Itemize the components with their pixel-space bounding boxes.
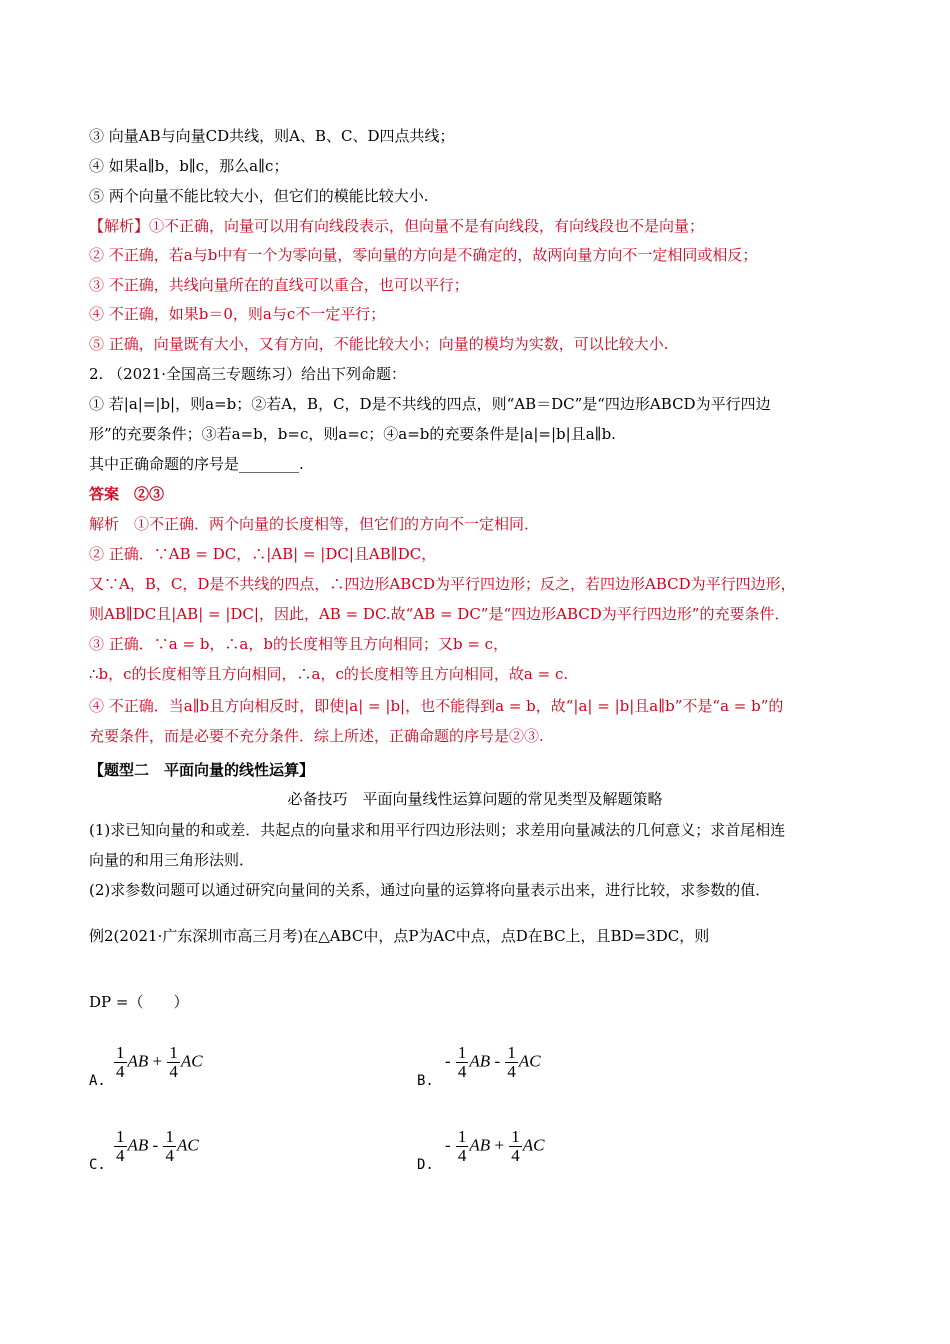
analysis-1: 【解析】①不正确，向量可以用有向线段表示，但向量不是有向线段，有向线段也不是向量；: [89, 217, 705, 235]
solution-6: ∴b，c的长度相等且方向相同，∴a，c的长度相等且方向相同，故a = c.: [89, 665, 569, 683]
option-c-expression: $\frac{1}{4}$ AB - $\frac{1}{4}$ AC: [116, 1127, 199, 1165]
solution-1: 解析 ①不正确．两个向量的长度相等，但它们的方向不一定相同．: [89, 515, 540, 533]
question-2-line1: ① 若|a|=|b|，则a=b；②若A，B，C，D是不共线的四点，则“AB＝DC”是“四边形ABCD为平行四边: [89, 395, 771, 413]
tip-1: (1)求已知向量的和或差．共起点的向量求和用平行四边形法则；求差用向量减法的几何意义；求首尾相连: [89, 821, 786, 839]
question-2-blank: 其中正确命题的序号是________.: [89, 455, 304, 473]
solution-2: ② 正确．∵AB = DC，∴|AB| = |DC|且AB∥DC，: [89, 545, 437, 563]
tip-1-cont: 向量的和用三角形法则．: [89, 851, 255, 869]
option-c-label: C.: [89, 1157, 106, 1173]
option-b-expression: - $\frac{1}{4}$ AB - $\frac{1}{4}$ AC: [445, 1043, 541, 1081]
analysis-3: ③ 不正确，共线向量所在的直线可以重合，也可以平行；: [89, 276, 469, 294]
tip-2: (2)求参数问题可以通过研究向量间的关系，通过向量的运算将向量表示出来，进行比较，求参数的值．: [89, 881, 771, 899]
solution-8: 充要条件，而是必要不充分条件．综上所述，正确命题的序号是②③.: [89, 727, 544, 745]
analysis-5: ⑤ 正确，向量既有大小，又有方向，不能比较大小；向量的模均为实数，可以比较大小.: [89, 335, 669, 353]
option-b-label: B.: [417, 1073, 434, 1089]
option-a-label: A.: [89, 1073, 106, 1089]
analysis-4: ④ 不正确，如果b＝0，则a与c不一定平行；: [89, 305, 386, 323]
question-2-line2: 形”的充要条件；③若a=b，b=c，则a=c；④a=b的充要条件是|a|=|b|且a∥b.: [89, 425, 616, 443]
section-heading: 【题型二 平面向量的线性运算】: [89, 761, 315, 779]
question-2-title: 2. （2021·全国高三专题练习）给出下列命题：: [89, 365, 407, 383]
statement-5: ⑤ 两个向量不能比较大小，但它们的模能比较大小.: [89, 187, 429, 205]
answer: 答案 ②③: [89, 485, 165, 503]
statement-3: ③ 向量AB与向量CD共线，则A、B、C、D四点共线；: [89, 127, 455, 145]
solution-7: ④ 不正确．当a∥b且方向相反时，即使|a| = |b|，也不能得到a = b，故“|a| = |b|且a∥b”不是“a = b”的: [89, 697, 784, 715]
example-2: 例2(2021·广东深圳市高三月考)在△ABC中，点P为AC中点，点D在BC上，且BD=3DC，则: [89, 927, 710, 945]
option-d-expression: - $\frac{1}{4}$ AB + $\frac{1}{4}$ AC: [445, 1127, 545, 1165]
option-d-label: D.: [417, 1157, 434, 1173]
solution-5: ③ 正确．∵a = b，∴a，b的长度相等且方向相同；又b = c，: [89, 635, 509, 653]
solution-4: 则AB∥DC且|AB| = |DC|，因此，AB = DC.故“AB = DC”是“四边形ABCD为平行四边形”的充要条件．: [89, 605, 790, 623]
example-2-question: DP =（ ）: [89, 993, 189, 1011]
option-a-expression: $\frac{1}{4}$ AB + $\frac{1}{4}$ AC: [116, 1043, 203, 1081]
statement-4: ④ 如果a∥b，b∥c，那么a∥c；: [89, 157, 289, 175]
tips-title: 必备技巧 平面向量线性运算问题的常见类型及解题策略: [287, 790, 663, 808]
solution-3: 又∵A，B，C，D是不共线的四点，∴四边形ABCD为平行四边形；反之，若四边形ABCD为平行四边形，: [89, 575, 796, 593]
analysis-2: ② 不正确，若a与b中有一个为零向量，零向量的方向是不确定的，故两向量方向不一定相同或相反；: [89, 246, 758, 264]
